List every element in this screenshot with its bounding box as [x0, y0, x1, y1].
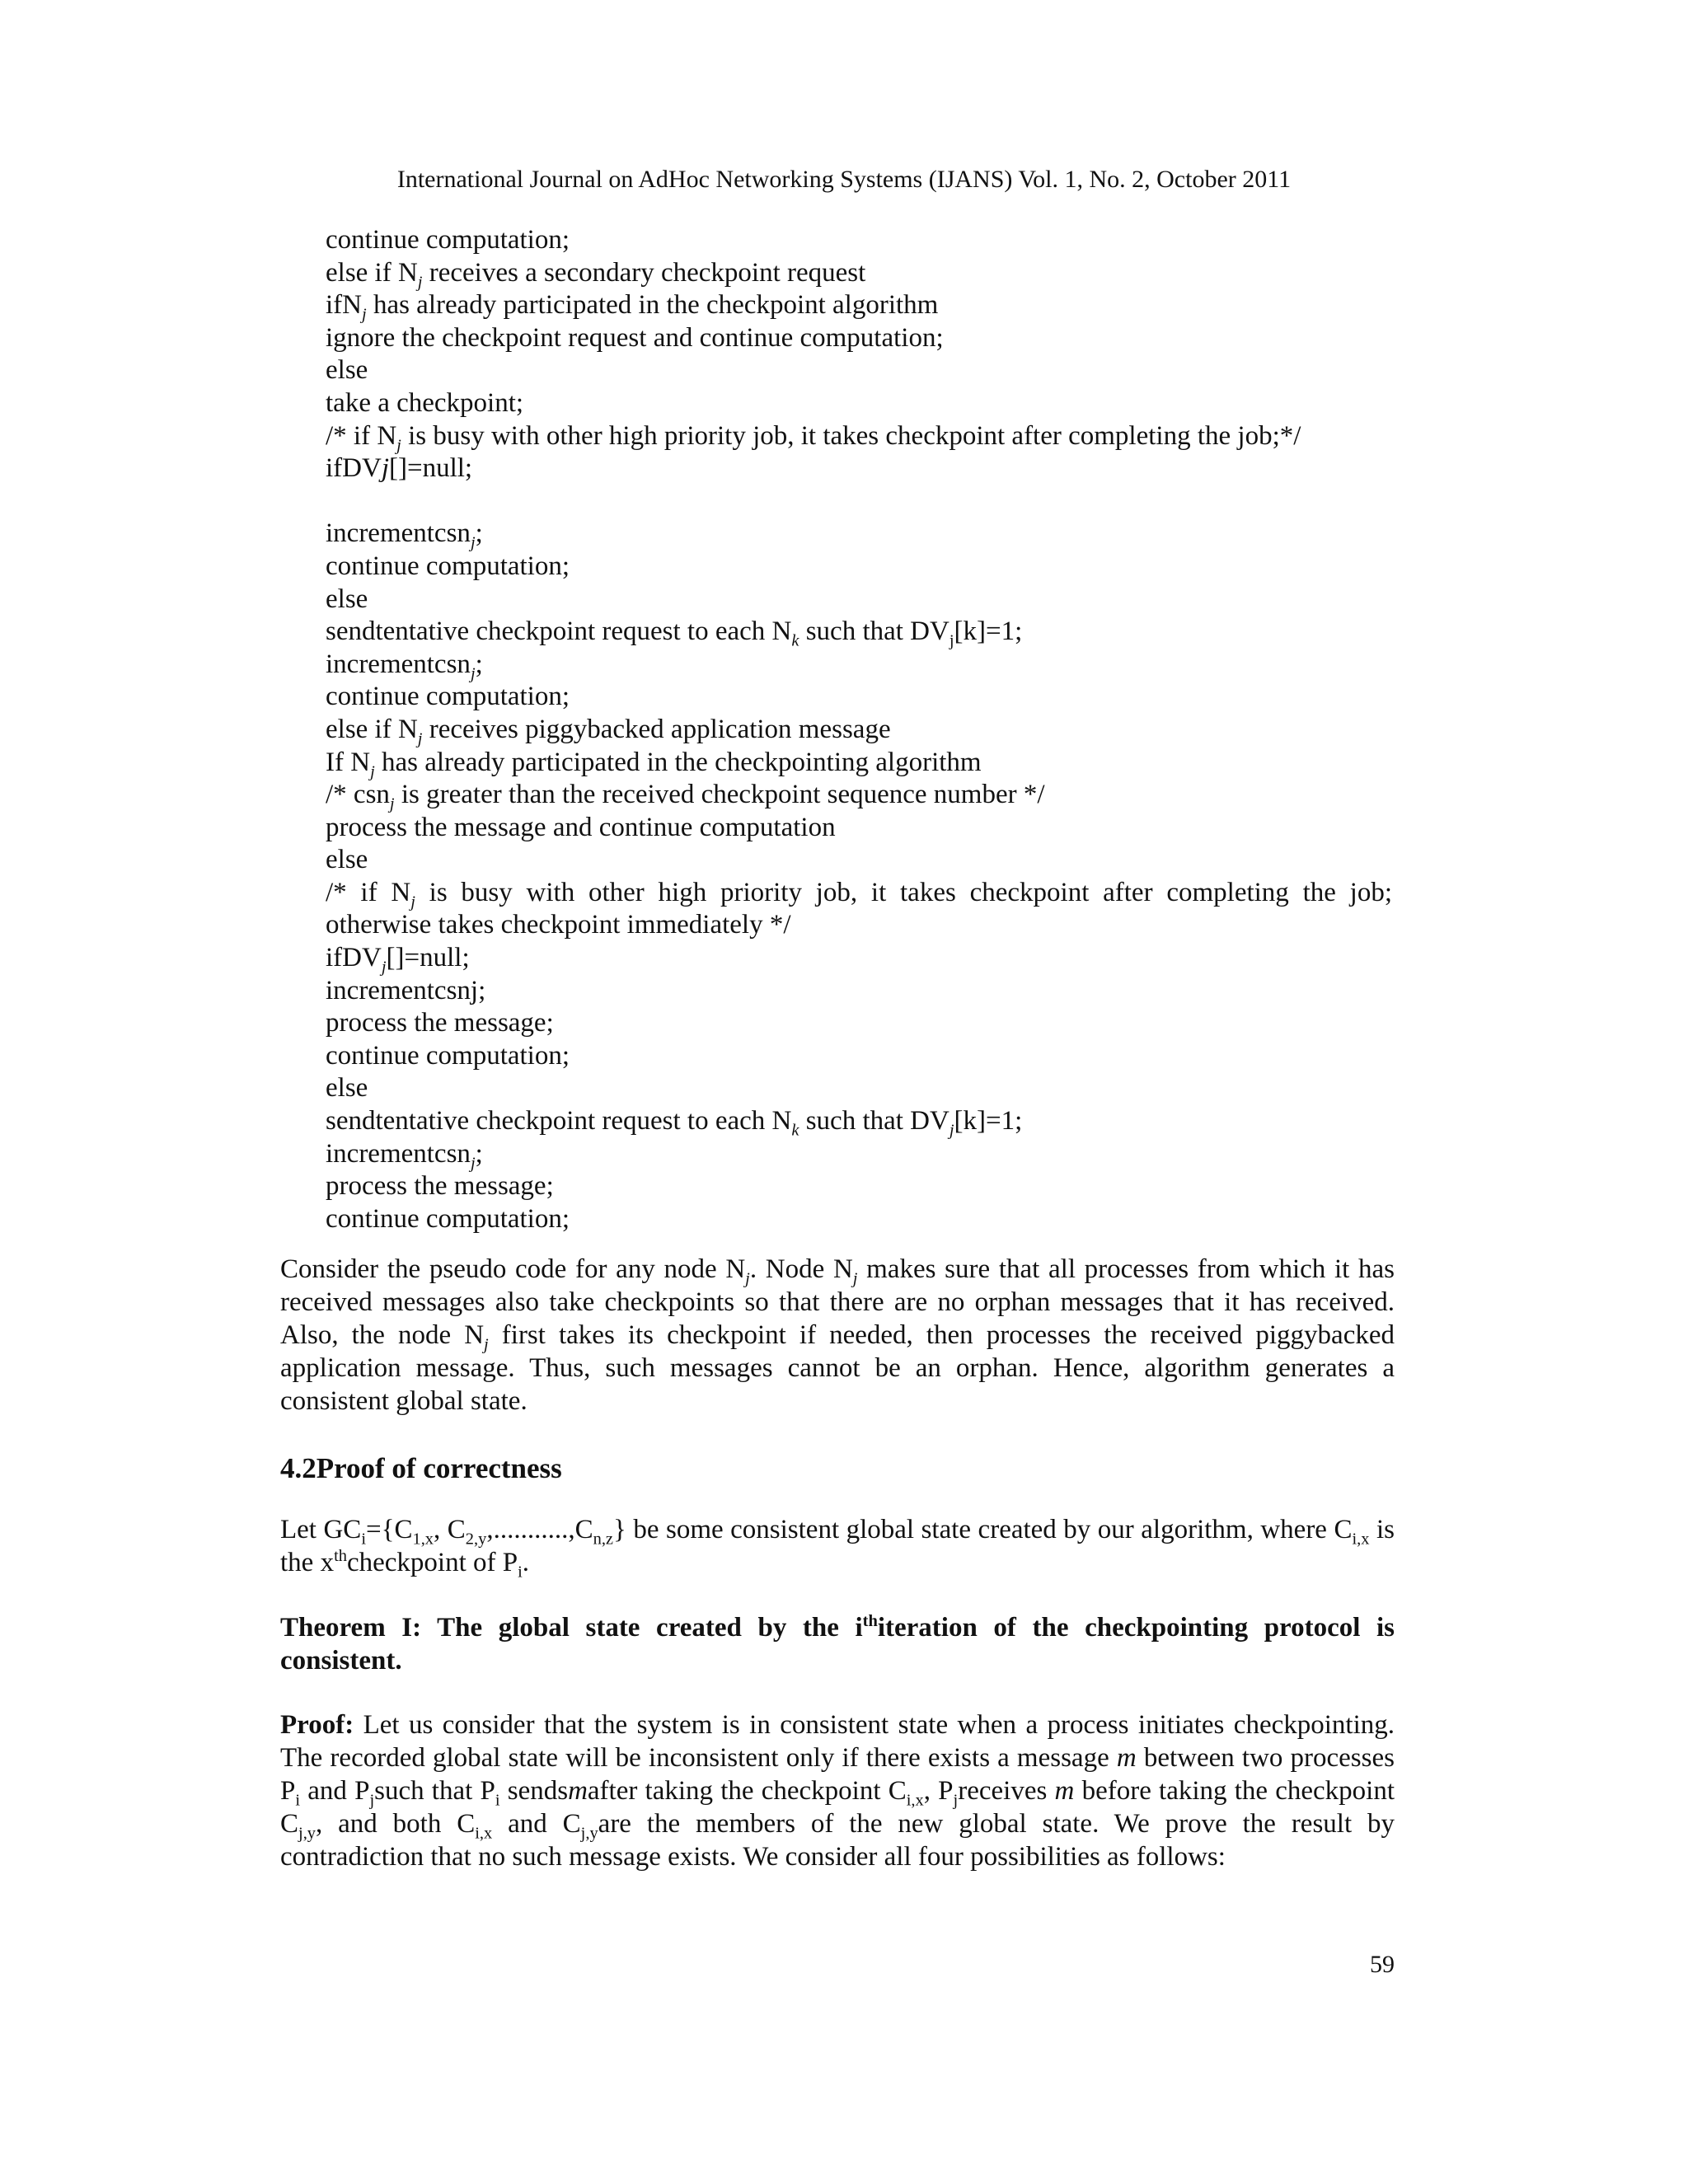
- code-line: ifN$_j$ has already participated in the checkpoint algorithm: [326, 290, 939, 324]
- code-line: incrementcsn$_j$;: [326, 518, 483, 552]
- code-line: ifDV$_j$[]=null;: [326, 943, 470, 977]
- code-line: else: [326, 583, 368, 614]
- code-line: /* if $N_j$ is busy with other high priority job, it takes checkpoint after completing the job;: [326, 877, 1392, 912]
- section-heading: 4.2Proof of correctness: [280, 1452, 562, 1484]
- code-line: incrementcsn$_j$;: [326, 649, 483, 683]
- code-line: /* csn$_j$ is greater than the received checkpoint sequence number */: [326, 780, 1045, 813]
- code-line: process the message and continue computation: [326, 812, 836, 842]
- code-line: else if $N_j$ receives a secondary checkpoint request: [326, 257, 866, 292]
- code-line: otherwise takes checkpoint immediately */: [326, 910, 791, 940]
- code-line: take a checkpoint;: [326, 387, 524, 418]
- code-line: sendtentative checkpoint request to each $N_k$ such that $DV_j[k]=1$;: [326, 616, 1023, 650]
- code-line: /* if $N_j$ is busy with other high priority job, it takes checkpoint after completing the job;*/: [326, 420, 1301, 455]
- explanation-paragraph: Consider the pseudo code for any node $N_j$. Node $N_j$ makes sure that all processes from which it has received messages also take checkpoints so that there are no orphan messages that it has received. Also, the node $N_j$ first takes its checkpoint if needed, then processes the received piggybacked application message. Thus, such messages cannot be an orphan. Hence, algorithm generates a consistent global state.: [280, 1254, 1395, 1416]
- code-blank-line: [326, 485, 1397, 518]
- code-line: else: [326, 1073, 368, 1104]
- page-number: 59: [1370, 1951, 1395, 1978]
- proof-paragraph: Proof: Let us consider that the system is in consistent state when a process initiates checkpointing. The recorded global state will be inconsistent only if there exists a message m between two processes $P_i$ and $P_jsuch$ that $P_i$ sendsmafter taking the checkpoint $C_{i,x}$, $P_jreceives$ m before taking the checkpoint $C_{j,y}$, and both $C_{i,x}$ and $C_{j,y}are$ the members of the new global state. We prove the result by contradiction that no such message exists. We consider all four possibilities as follows:: [280, 1710, 1395, 1872]
- code-line: incrementcsn$_j$;: [326, 1138, 483, 1173]
- pseudo-code-block: [326, 224, 1397, 1235]
- code-line: If $N_j$ has already participated in the checkpointing algorithm: [326, 747, 982, 781]
- code-line: else: [326, 355, 368, 386]
- code-line: ifDVj[]=null;: [326, 453, 473, 484]
- theorem-statement: Theorem I: The global state created by the $i^{th}iteration$ of the checkpointing protocol is consistent.: [280, 1612, 1395, 1675]
- code-line: else if $N_j$ receives piggybacked application message: [326, 714, 891, 748]
- code-line: sendtentative checkpoint request to each $N_k$ such that $DV_j[k]=1$;: [326, 1106, 1023, 1140]
- code-line: continue computation;: [326, 1203, 570, 1234]
- code-line: continue computation;: [326, 682, 570, 712]
- code-line: process the message;: [326, 1171, 554, 1202]
- code-line: incrementcsnj;: [326, 975, 486, 1005]
- code-line: process the message;: [326, 1008, 554, 1038]
- running-header: International Journal on AdHoc Networking Systems (IJANS) Vol. 1, No. 2, October 2011: [396, 166, 1292, 193]
- global-state-paragraph: Let $GC_i=\{C_{1,x}$, $C_{2,y},...........,C_{n,z}$} be some consistent global state created by our algorithm, where $C_{i,x}$ is the $x^{th}checkpoint$ of $P_i$.: [280, 1515, 1395, 1582]
- code-line: continue computation;: [326, 551, 570, 581]
- code-line: else: [326, 845, 368, 875]
- code-line: continue computation;: [326, 1040, 570, 1071]
- code-line: ignore the checkpoint request and continue computation;: [326, 322, 944, 353]
- code-line: continue computation;: [326, 225, 570, 255]
